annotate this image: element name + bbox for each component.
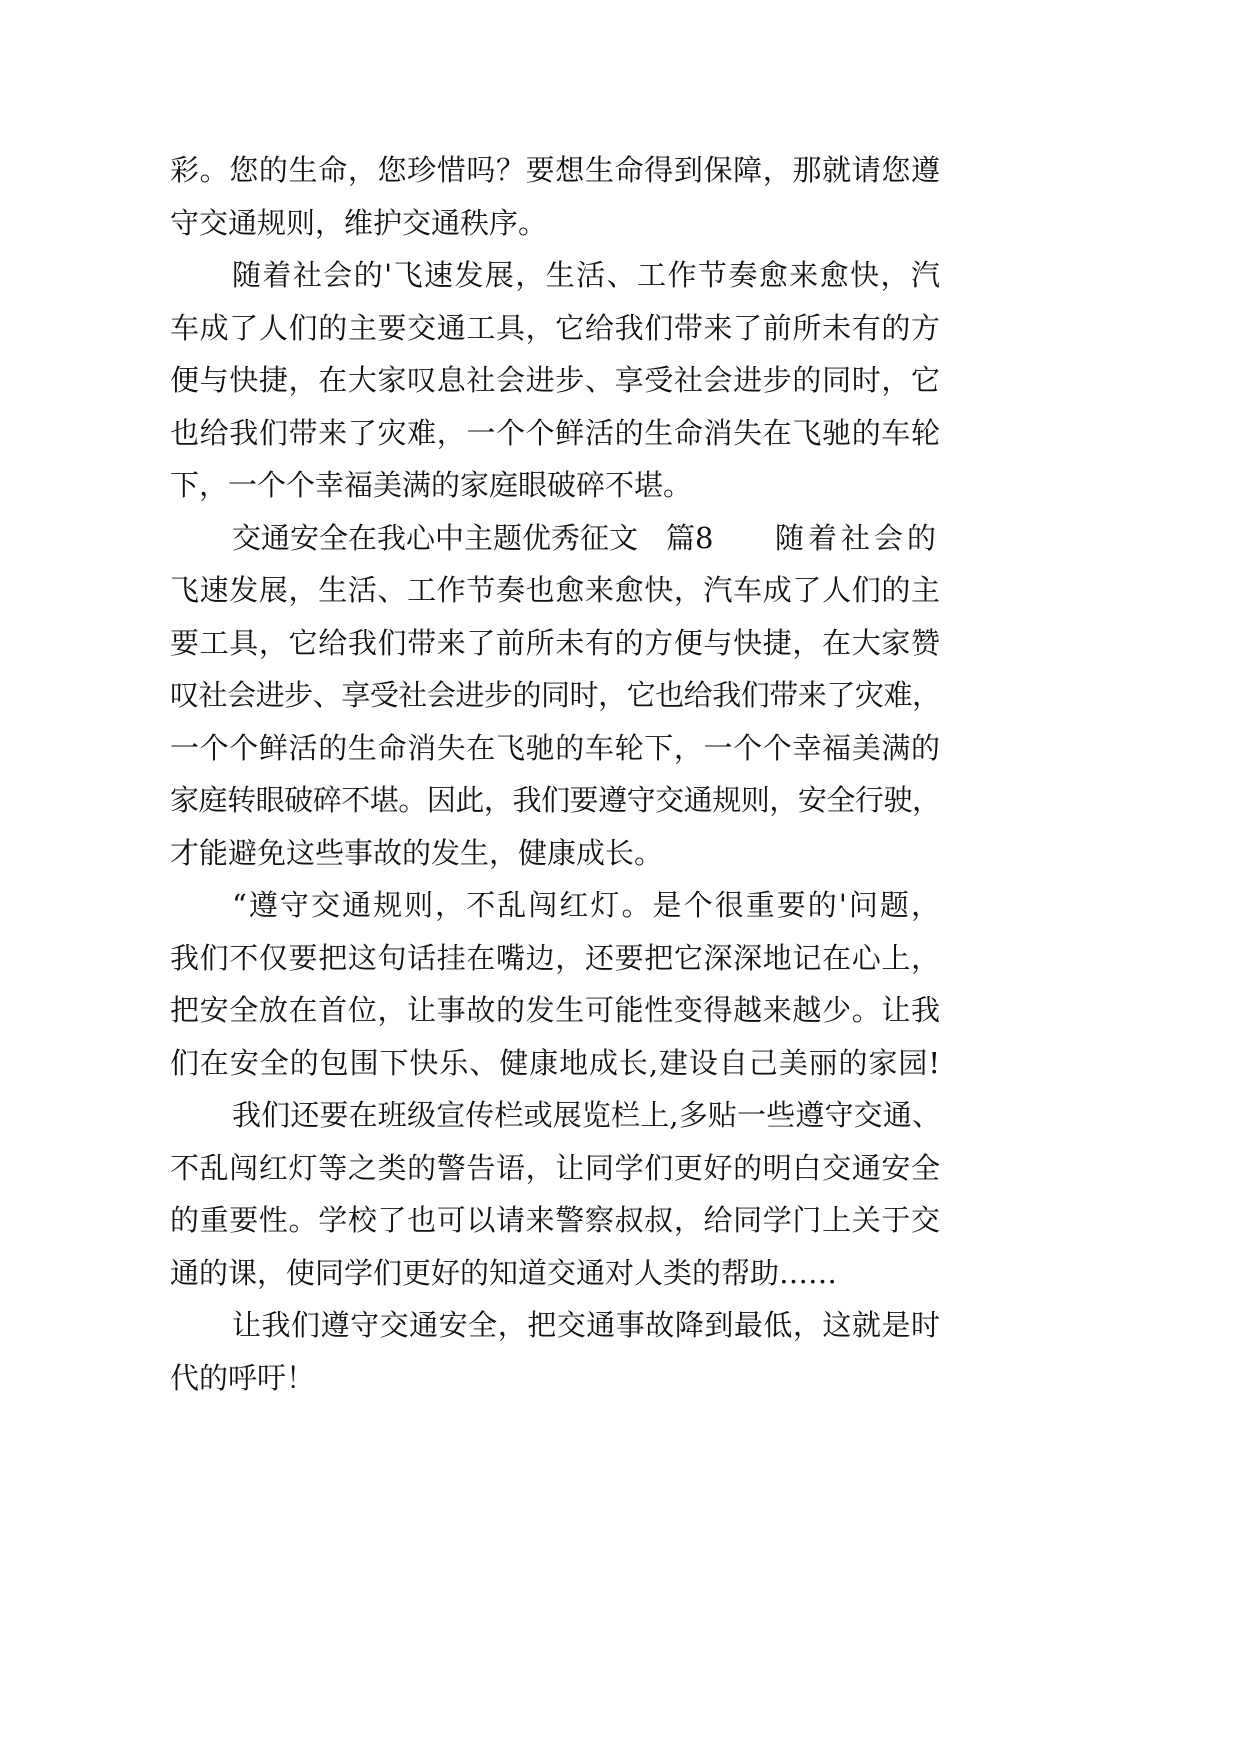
text-line: 彩。您的生命，您珍惜吗？要想生命得到保障，那就请您遵	[170, 153, 940, 187]
text-line: 我们还要在班级宣传栏或展览栏上,多贴一些遵守交通、	[232, 1098, 940, 1132]
essay-heading-row	[170, 512, 940, 565]
text-line: 要工具，它给我们带来了前所未有的方便与快捷，在大家赞	[170, 625, 940, 660]
document-body	[170, 144, 940, 1404]
text-line: 让我们遵守交通安全，把交通事故降到最低，这就是时	[232, 1308, 940, 1342]
text-line: 代的呼吁！	[170, 1360, 316, 1395]
text-line: 把安全放在首位，让事故的发生可能性变得越来越少。让我	[170, 993, 940, 1027]
text-line: 不乱闯红灯等之类的警告语，让同学们更好的明白交通安全	[170, 1150, 940, 1185]
text-line: 随着社会的'飞速发展，生活、工作节奏愈来愈快，汽	[232, 258, 940, 292]
text-line: 叹社会进步、享受社会进步的同时，它也给我们带来了灾难，	[170, 678, 940, 712]
text-line: 我们不仅要把这句话挂在嘴边，还要把它深深地记在心上，	[170, 940, 940, 975]
text-line: 随着社会的	[774, 520, 940, 555]
text-line: 的重要性。学校了也可以请来警察叔叔，给同学门上关于交	[170, 1203, 940, 1237]
text-line: “遵守交通规则，不乱闯红灯。是个很重要的'问题，	[232, 888, 940, 922]
text-line: 一个个鲜活的生命消失在飞驰的车轮下，一个个幸福美满的	[170, 730, 940, 765]
text-line: 下，一个个幸福美满的家庭眼破碎不堪。	[170, 468, 693, 502]
text-line: 们在安全的包围下快乐、健康地成长,建设自己美丽的家园!	[170, 1045, 940, 1080]
text-line: 也给我们带来了灾难，一个个鲜活的生命消失在飞驰的车轮	[170, 415, 940, 450]
text-line: 飞速发展，生活、工作节奏也愈来愈快，汽车成了人们的主	[170, 573, 940, 607]
text-line: 才能避免这些事故的发生，健康成长。	[170, 835, 664, 870]
essay-title: 交通安全在我心中主题优秀征文	[232, 520, 639, 555]
text-line: 家庭转眼破碎不堪。因此，我们要遵守交通规则，安全行驶，	[170, 783, 940, 817]
text-line: 车成了人们的主要交通工具，它给我们带来了前所未有的方	[170, 310, 940, 345]
text-line: 通的课，使同学们更好的知道交通对人类的帮助……	[170, 1255, 838, 1290]
article-number: 篇8	[666, 520, 714, 555]
text-line: 便与快捷，在大家叹息社会进步、享受社会进步的同时，它	[170, 363, 940, 397]
text-line: 守交通规则，维护交通秩序。	[170, 205, 548, 240]
